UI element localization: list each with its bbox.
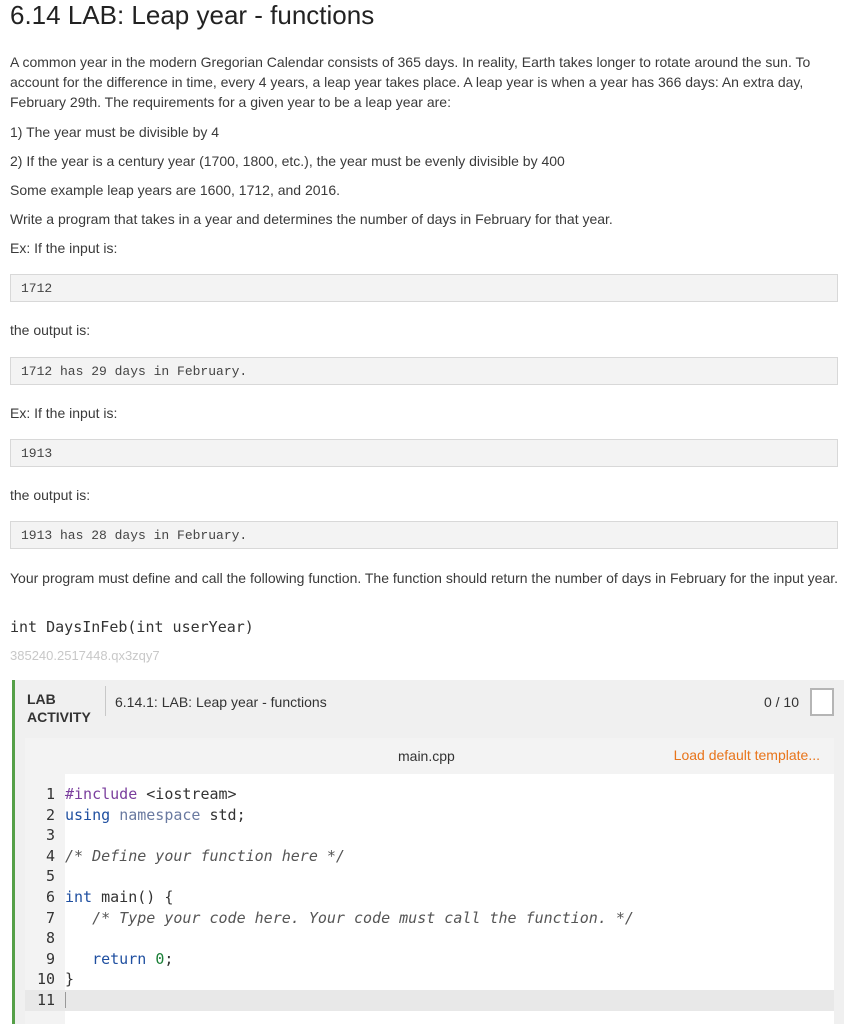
completion-checkbox [810, 688, 834, 716]
code-editor[interactable] [25, 738, 834, 1024]
output-1-label: the output is: [10, 322, 91, 338]
identifier-stamp: 385240.2517448.qx3zqy7 [10, 648, 160, 663]
code-line[interactable]: 7 /* Type your code here. Your code must call the function. */ [45, 908, 634, 927]
intro-text: A common year in the modern Gregorian Calendar consists of 365 days. In reality, Earth takes longer to rotate around the sun. To account for the difference in time, every 4 years, a leap year takes place. A leap year is when a year has 366 days: An extra day, February 29th. The requirements for a given year to be a leap year are: [10, 54, 811, 110]
example-2-input: 1913 [10, 439, 838, 467]
code-line[interactable]: 1 #include <iostream> [45, 785, 237, 803]
code-line[interactable]: 4 /* Define your function here */ [45, 846, 345, 865]
text-cursor [65, 992, 66, 1008]
filename-tab[interactable]: main.cpp [398, 748, 455, 764]
requirement-1: 1) The year must be divisible by 4 [10, 124, 220, 140]
editor-header [25, 738, 834, 774]
example-1-label: Ex: If the input is: [10, 240, 118, 256]
task-text: Write a program that takes in a year and determines the number of days in February for that year. [10, 211, 613, 227]
example-2-label: Ex: If the input is: [10, 405, 118, 421]
code-line-active[interactable]: 11 [25, 990, 834, 1011]
lab-score: 0 / 10 [763, 694, 799, 710]
examples-text: Some example leap years are 1600, 1712, and 2016. [10, 182, 341, 198]
code-area[interactable] [25, 784, 834, 1011]
page-title: 6.14 LAB: Leap year - functions [10, 0, 375, 30]
lab-activity-panel [12, 680, 844, 1024]
code-line[interactable]: 5 [45, 867, 55, 886]
code-line[interactable]: 8 [45, 929, 55, 948]
function-requirement: Your program must define and call the following function. The function should return the number of days in February for the input year. [10, 570, 839, 586]
code-line[interactable]: 3 [45, 826, 55, 845]
code-line[interactable]: 6 int main() { [45, 887, 174, 906]
example-1-input: 1712 [10, 274, 838, 302]
code-line[interactable]: 9 return 0; [45, 949, 174, 968]
example-1-output: 1712 has 29 days in February. [10, 357, 838, 385]
output-2-label: the output is: [10, 487, 91, 503]
lab-divider [105, 686, 106, 716]
example-2-output: 1913 has 28 days in February. [10, 521, 838, 549]
lab-title: 6.14.1: LAB: Leap year - functions [115, 694, 327, 710]
function-signature: int DaysInFeb(int userYear) [10, 618, 254, 636]
code-line[interactable]: 10 } [36, 970, 75, 989]
requirement-2: 2) If the year is a century year (1700, 1800, etc.), the year must be evenly divisible by 400 [10, 153, 565, 169]
lab-activity-tag: LAB ACTIVITY [27, 691, 91, 725]
code-line[interactable]: 2 using namespace std; [45, 805, 246, 824]
load-default-template-link[interactable]: Load default template... [673, 747, 820, 763]
